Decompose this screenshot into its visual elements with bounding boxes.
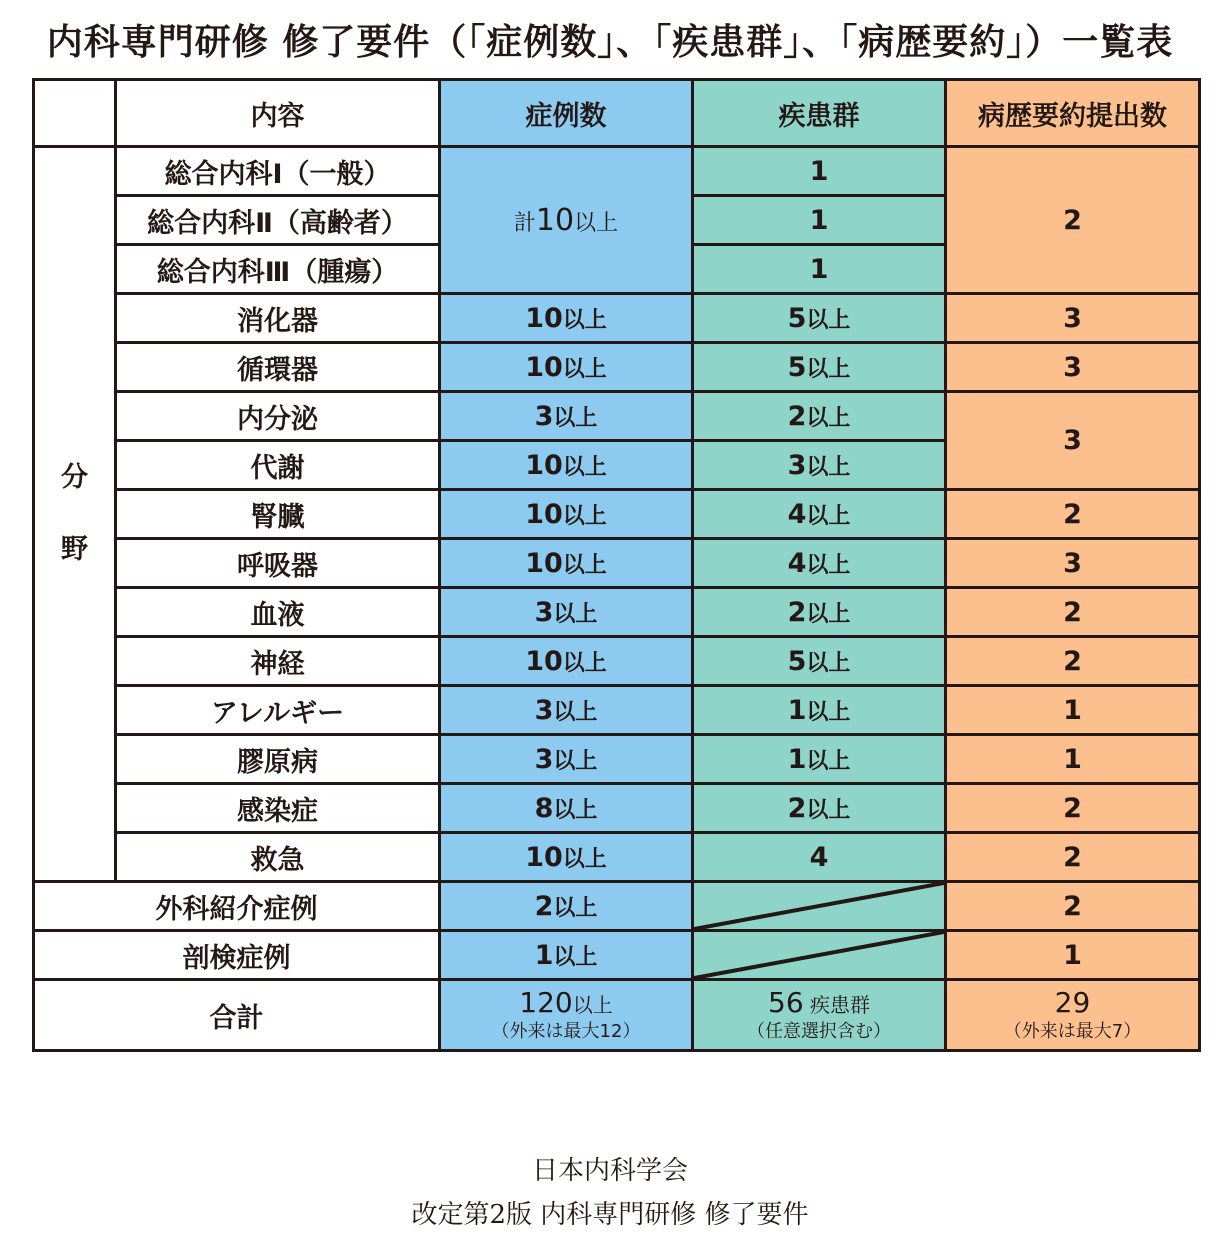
row-summaries: 3: [946, 539, 1200, 588]
table-row: [34, 686, 1200, 735]
table-row: [34, 392, 1200, 441]
row-name: 循環器: [116, 343, 440, 392]
row-cases: 2以上: [440, 882, 693, 931]
not-applicable-cell: [693, 882, 946, 931]
row-summaries: 1: [946, 735, 1200, 784]
diagonal-slash: [694, 883, 944, 929]
row-cases: 10以上: [440, 833, 693, 882]
row-summaries: 3: [946, 294, 1200, 343]
table-row: [34, 931, 1200, 980]
row-name: 外科紹介症例: [34, 882, 440, 931]
row-cases: 8以上: [440, 784, 693, 833]
row-name: 膠原病: [116, 735, 440, 784]
table-row: [34, 588, 1200, 637]
row-diseases: 2以上: [693, 784, 946, 833]
general-summaries: 2: [946, 147, 1200, 294]
header-blank: [34, 80, 116, 147]
row-diseases: 5以上: [693, 343, 946, 392]
row-name: 感染症: [116, 784, 440, 833]
table-row: [34, 784, 1200, 833]
row-summaries: 1: [946, 931, 1200, 980]
row-summaries: 2: [946, 784, 1200, 833]
row-diseases: 1以上: [693, 686, 946, 735]
footer-document: 改定第2版 内科専門研修 修了要件: [411, 1200, 809, 1230]
total-cases: 120以上 （外来は最大12）: [440, 980, 693, 1051]
category-label: 分 野: [34, 147, 116, 882]
row-name: 総合内科Ⅱ（高齢者）: [116, 196, 440, 245]
row-name: 総合内科Ⅲ（腫瘍）: [116, 245, 440, 294]
row-summaries: 2: [946, 490, 1200, 539]
table-row: [34, 343, 1200, 392]
table-row: [34, 833, 1200, 882]
header-summaries: 病歴要約提出数: [946, 80, 1200, 147]
diagonal-slash: [694, 932, 944, 978]
not-applicable-cell: [693, 931, 946, 980]
total-label: 合計: [34, 980, 440, 1051]
table-row: [34, 294, 1200, 343]
row-summaries: 2: [946, 833, 1200, 882]
row-diseases: 1: [693, 245, 946, 294]
row-summaries: 3: [946, 343, 1200, 392]
row-diseases: 1: [693, 196, 946, 245]
row-name: 総合内科Ⅰ（一般）: [116, 147, 440, 196]
row-summaries: 2: [946, 637, 1200, 686]
row-summaries: 3: [946, 392, 1200, 490]
row-cases: 3以上: [440, 735, 693, 784]
row-name: 内分泌: [116, 392, 440, 441]
row-diseases: 4以上: [693, 539, 946, 588]
header-diseases: 疾患群: [693, 80, 946, 147]
row-name: アレルギー: [116, 686, 440, 735]
row-diseases: 5以上: [693, 294, 946, 343]
page-title: 内科専門研修 修了要件（「症例数」、「疾患群」、「病歴要約」）一覧表: [46, 22, 1174, 63]
row-cases: 10以上: [440, 490, 693, 539]
table-row: [34, 539, 1200, 588]
table-row: [34, 147, 1200, 196]
row-summaries: 2: [946, 882, 1200, 931]
table-row: [34, 637, 1200, 686]
row-name: 神経: [116, 637, 440, 686]
header-cases: 症例数: [440, 80, 693, 147]
row-diseases: 3以上: [693, 441, 946, 490]
total-diseases: 56 疾患群 （任意選択含む）: [693, 980, 946, 1051]
total-row: [34, 980, 1200, 1051]
row-name: 救急: [116, 833, 440, 882]
row-cases: 10以上: [440, 637, 693, 686]
row-cases: 3以上: [440, 392, 693, 441]
total-summaries: 29 （外来は最大7）: [946, 980, 1200, 1051]
header-row: [34, 80, 1200, 147]
row-name: 剖検症例: [34, 931, 440, 980]
header-content: 内容: [116, 80, 440, 147]
row-cases: 10以上: [440, 343, 693, 392]
row-name: 代謝: [116, 441, 440, 490]
footer-organization: 日本内科学会: [531, 1156, 688, 1186]
row-name: 呼吸器: [116, 539, 440, 588]
row-name: 腎臓: [116, 490, 440, 539]
requirements-table: [32, 78, 1201, 1052]
row-name: 血液: [116, 588, 440, 637]
row-cases: 10以上: [440, 539, 693, 588]
row-diseases: 1以上: [693, 735, 946, 784]
row-diseases: 1: [693, 147, 946, 196]
row-cases: 3以上: [440, 588, 693, 637]
table-row: [34, 490, 1200, 539]
row-cases: 1以上: [440, 931, 693, 980]
row-diseases: 2以上: [693, 588, 946, 637]
row-diseases: 5以上: [693, 637, 946, 686]
table-row: [34, 735, 1200, 784]
row-name: 消化器: [116, 294, 440, 343]
general-cases: 計10以上: [440, 147, 693, 294]
row-summaries: 2: [946, 588, 1200, 637]
row-diseases: 4以上: [693, 490, 946, 539]
row-diseases: 2以上: [693, 392, 946, 441]
row-cases: 10以上: [440, 294, 693, 343]
row-summaries: 1: [946, 686, 1200, 735]
row-diseases: 4: [693, 833, 946, 882]
table-row: [34, 882, 1200, 931]
row-cases: 10以上: [440, 441, 693, 490]
row-cases: 3以上: [440, 686, 693, 735]
